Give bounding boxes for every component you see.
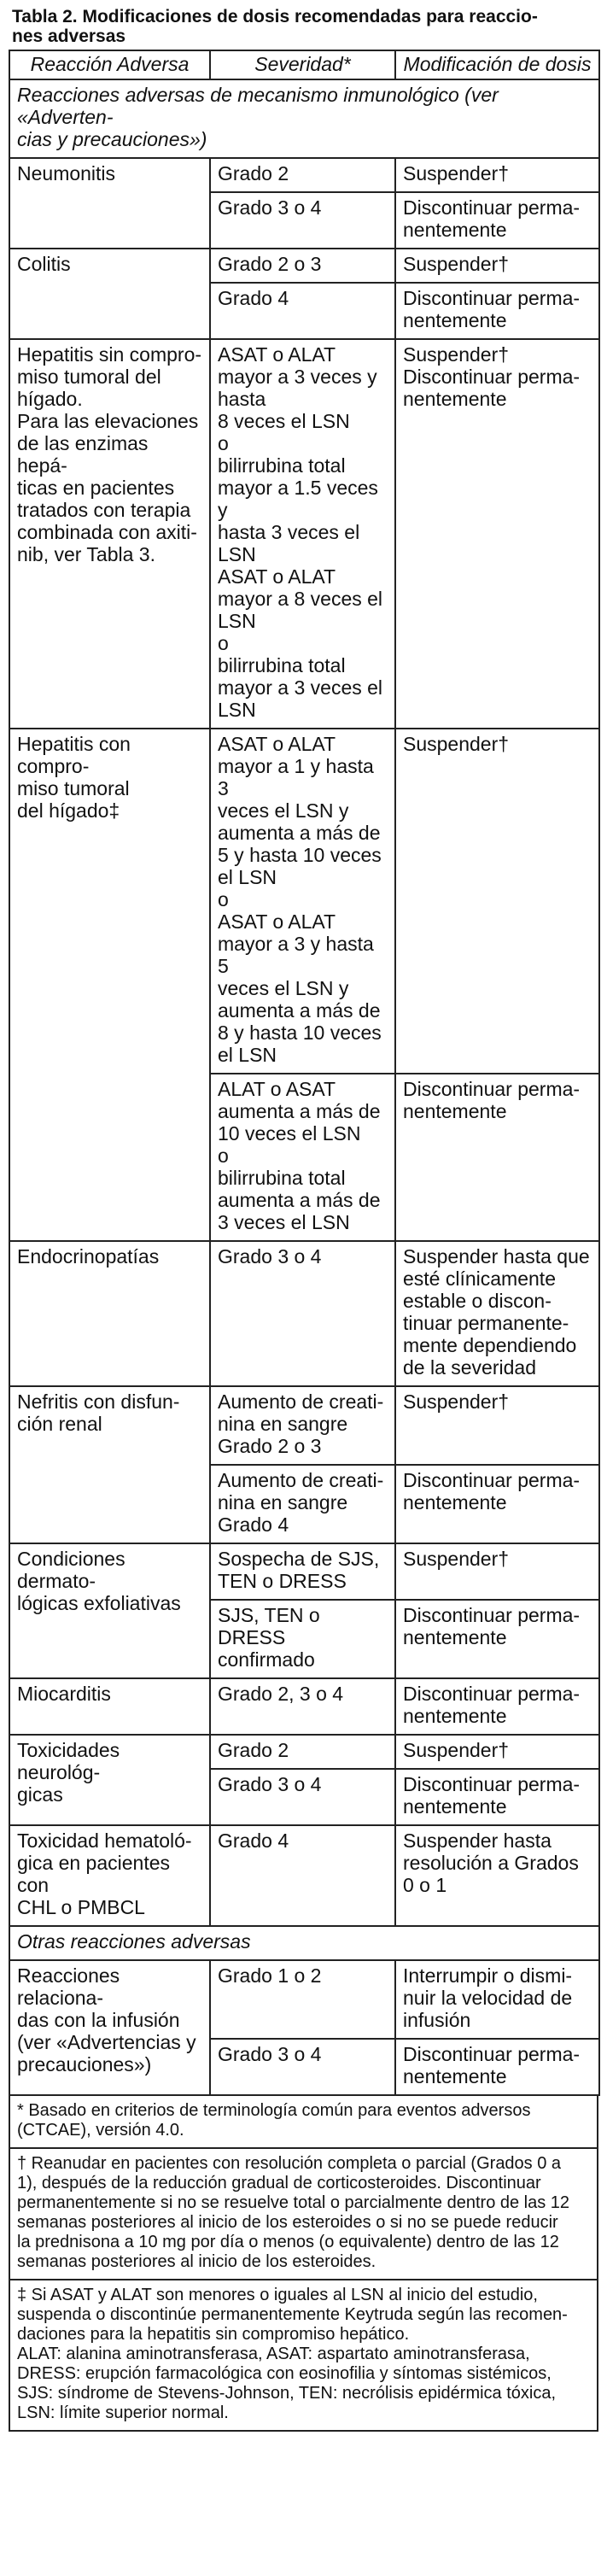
severity-cell: Sospecha de SJS, TEN o DRESS bbox=[210, 1543, 395, 1600]
header-dose-modification: Modificación de dosis bbox=[395, 50, 599, 79]
adverse-reaction-cell: Endocrinopatías bbox=[9, 1241, 210, 1386]
dose-modification-cell: Discontinuar perma- nentemente bbox=[395, 1465, 599, 1543]
adverse-reaction-cell: Miocarditis bbox=[9, 1678, 210, 1735]
adverse-reaction-cell: Reacciones relaciona- das con la infusión (ver «Advertencias y precauciones») bbox=[9, 1960, 210, 2095]
dose-modification-cell: Interrumpir o dismi- nuir la velocidad de infusión bbox=[395, 1960, 599, 2039]
severity-cell: ASAT o ALAT mayor a 3 veces y hasta 8 veces el LSN o bilirrubina total mayor a 1.5 veces y hasta 3 veces el LSN ASAT o ALAT mayor a 8 veces el LSN o bilirrubina total mayor a 3 veces el LSN bbox=[210, 339, 395, 729]
section-label: Reacciones adversas de mecanismo inmunológico (ver «Adverten- cias y precauciones») bbox=[9, 79, 599, 158]
severity-cell: Aumento de creati- nina en sangre Grado 4 bbox=[210, 1465, 395, 1543]
adverse-reaction-cell: Neumonitis bbox=[9, 158, 210, 249]
dose-modification-cell: Discontinuar perma- nentemente bbox=[395, 2039, 599, 2095]
adverse-reaction-cell: Hepatitis sin compro- miso tumoral del hígado. Para las elevaciones de las enzimas hepá- ticas en pacientes tratados con terapia combinada con axiti- nib, ver Tabla 3. bbox=[9, 339, 210, 729]
adverse-reaction-cell: Condiciones dermato- lógicas exfoliativas bbox=[9, 1543, 210, 1678]
dose-modification-cell: Discontinuar perma- nentemente bbox=[395, 1678, 599, 1735]
section-row bbox=[9, 1926, 599, 1960]
table-title: Tabla 2. Modificaciones de dosis recomendadas para reaccio- nes adversas bbox=[12, 7, 538, 46]
table-row bbox=[9, 1543, 599, 1600]
severity-cell: Aumento de creati- nina en sangre Grado 2 o 3 bbox=[210, 1386, 395, 1465]
table-row bbox=[9, 158, 599, 192]
dose-modification-cell: Suspender† bbox=[395, 249, 599, 283]
header-adverse-reaction: Reacción Adversa bbox=[9, 50, 210, 79]
severity-cell: Grado 2 o 3 bbox=[210, 249, 395, 283]
dose-modification-cell: Suspender† Discontinuar perma- nentemente bbox=[395, 339, 599, 729]
severity-cell: ASAT o ALAT mayor a 1 y hasta 3 veces el LSN y aumenta a más de 5 y hasta 10 veces el LSN o ASAT o ALAT mayor a 3 y hasta 5 veces el LSN y aumenta a más de 8 y hasta 10 veces el LSN bbox=[210, 729, 395, 1074]
dose-modification-cell: Suspender† bbox=[395, 1735, 599, 1769]
adverse-reaction-cell: Colitis bbox=[9, 249, 210, 339]
table-row bbox=[9, 1678, 599, 1735]
severity-cell: Grado 4 bbox=[210, 283, 395, 339]
severity-cell: Grado 3 o 4 bbox=[210, 2039, 395, 2095]
severity-cell: SJS, TEN o DRESS confirmado bbox=[210, 1600, 395, 1678]
table-row bbox=[9, 339, 599, 729]
section-row bbox=[9, 79, 599, 158]
section-label: Otras reacciones adversas bbox=[9, 1926, 599, 1960]
table-row bbox=[9, 1960, 599, 2039]
dose-modification-cell: Suspender† bbox=[395, 1386, 599, 1465]
dose-modification-cell: Suspender† bbox=[395, 1543, 599, 1600]
table-row bbox=[9, 729, 599, 1074]
dose-modification-table bbox=[9, 50, 600, 2096]
severity-cell: Grado 1 o 2 bbox=[210, 1960, 395, 2039]
dose-modification-cell: Discontinuar perma- nentemente bbox=[395, 1769, 599, 1825]
header-row bbox=[9, 50, 599, 79]
table-row bbox=[9, 1241, 599, 1386]
adverse-reaction-cell: Nefritis con disfun- ción renal bbox=[9, 1386, 210, 1543]
footnote: † Reanudar en pacientes con resolución completa o parcial (Grados 0 a 1), después de la reducción gradual de corticosteroides. Discontinuar permanentemente si no se resuelve total o parcialmente dentro de las 12 semanas posteriores al inicio de los esteroides o si no se puede reducir la prednisona a 10 mg por día o menos (o equivalente) dentro de las 12 semanas posteriores al inicio de los esteroides. bbox=[10, 2147, 597, 2279]
dose-modification-cell: Suspender hasta resolución a Grados 0 o 1 bbox=[395, 1825, 599, 1926]
dose-modification-cell: Suspender† bbox=[395, 158, 599, 192]
table-row bbox=[9, 1386, 599, 1465]
dose-modification-cell: Discontinuar perma- nentemente bbox=[395, 192, 599, 249]
footnote: * Basado en criterios de terminología común para eventos adversos (CTCAE), versión 4.0. bbox=[17, 2101, 531, 2140]
severity-cell: Grado 2 bbox=[210, 1735, 395, 1769]
dose-modification-cell: Suspender† bbox=[395, 729, 599, 1074]
severity-cell: Grado 4 bbox=[210, 1825, 395, 1926]
adverse-reaction-cell: Hepatitis con compro- miso tumoral del hígado‡ bbox=[9, 729, 210, 1241]
adverse-reaction-cell: Toxicidades neurológ- gicas bbox=[9, 1735, 210, 1825]
severity-cell: Grado 3 o 4 bbox=[210, 1769, 395, 1825]
severity-cell: Grado 2 bbox=[210, 158, 395, 192]
severity-cell: Grado 2, 3 o 4 bbox=[210, 1678, 395, 1735]
severity-cell: ALAT o ASAT aumenta a más de 10 veces el LSN o bilirrubina total aumenta a más de 3 veces el LSN bbox=[210, 1074, 395, 1241]
dose-modification-cell: Discontinuar perma- nentemente bbox=[395, 1600, 599, 1678]
table-row bbox=[9, 1735, 599, 1769]
severity-cell: Grado 3 o 4 bbox=[210, 192, 395, 249]
dose-modification-cell: Suspender hasta que esté clínicamente estable o discon- tinuar permanente- mente dependiendo de la severidad bbox=[395, 1241, 599, 1386]
header-severity: Severidad* bbox=[210, 50, 395, 79]
severity-cell: Grado 3 o 4 bbox=[210, 1241, 395, 1386]
dose-modification-cell: Discontinuar perma- nentemente bbox=[395, 283, 599, 339]
table-row bbox=[9, 1825, 599, 1926]
footnote: ‡ Si ASAT y ALAT son menores o iguales al LSN al inicio del estudio, suspenda o discontinúe permanentemente Keytruda según las recomen- daciones para la hepatitis sin compromiso hepático. ALAT: alanina aminotransferasa, ASAT: aspartato aminotransferasa, DRESS: erupción farmacológica con eosinofilia y síntomas sistémicos, SJS: síndrome de Stevens-Johnson, TEN: necrólisis epidérmica tóxica, LSN: límite superior normal. bbox=[10, 2279, 597, 2430]
footnotes bbox=[9, 2096, 598, 2432]
table-body bbox=[9, 79, 599, 2095]
adverse-reaction-cell: Toxicidad hematoló- gica en pacientes con CHL o PMBCL bbox=[9, 1825, 210, 1926]
dose-modification-cell: Discontinuar perma- nentemente bbox=[395, 1074, 599, 1241]
table-row bbox=[9, 249, 599, 283]
